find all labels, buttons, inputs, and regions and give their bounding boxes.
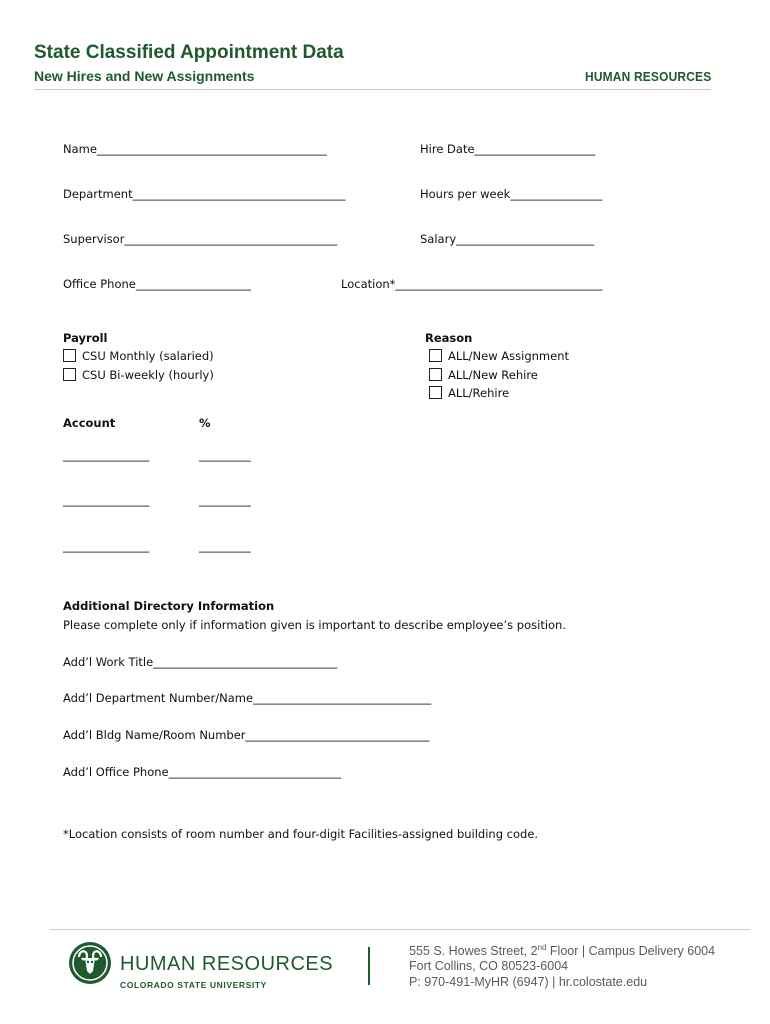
addl-bldg-room-field[interactable]: Add’l Bldg Name/Room Number________________________________ — [63, 728, 430, 742]
percent-input[interactable]: _________ — [199, 493, 251, 507]
footer-contact-line[interactable]: P: 970-491-MyHR (6947) | hr.colostate.edu — [409, 975, 648, 989]
percent-input[interactable]: _________ — [199, 448, 251, 462]
checkbox[interactable] — [429, 386, 442, 399]
footer-logo-subtitle: COLORADO STATE UNIVERSITY — [120, 980, 267, 990]
payroll-option-biweekly[interactable] — [63, 368, 214, 382]
footer-address-line1: 555 S. Howes Street, 2nd Floor | Campus Delivery 6004 — [409, 943, 716, 959]
page-subtitle: New Hires and New Assignments — [34, 68, 255, 84]
reason-option-new-assignment[interactable] — [429, 349, 569, 363]
reason-heading: Reason — [425, 331, 473, 345]
account-heading: Account — [63, 416, 116, 430]
account-input[interactable]: _______________ — [63, 539, 150, 553]
supervisor-field[interactable]: Supervisor_____________________________________ — [63, 232, 338, 246]
reason-option-new-rehire[interactable] — [429, 368, 538, 382]
header-divider — [34, 89, 711, 90]
percent-heading: % — [199, 416, 211, 430]
department-field[interactable]: Department_____________________________________ — [63, 187, 346, 201]
location-field[interactable]: Location*____________________________________ — [341, 277, 603, 291]
checkbox[interactable] — [63, 349, 76, 362]
payroll-option-monthly[interactable] — [63, 349, 214, 363]
reason-option-rehire[interactable] — [429, 386, 509, 400]
location-footnote: *Location consists of room number and four-digit Facilities-assigned building code. — [63, 827, 539, 841]
hire-date-field[interactable]: Hire Date_____________________ — [420, 142, 596, 156]
account-input[interactable]: _______________ — [63, 448, 150, 462]
header-department-label: HUMAN RESOURCES — [585, 69, 712, 84]
footer-address-line2: Fort Collins, CO 80523-6004 — [409, 959, 569, 973]
footer-separator — [368, 947, 370, 985]
payroll-heading: Payroll — [63, 331, 108, 345]
checkbox[interactable] — [63, 368, 76, 381]
directory-heading: Additional Directory Information — [63, 599, 275, 613]
addl-department-field[interactable]: Add’l Department Number/Name_______________________________ — [63, 691, 432, 705]
page-title: State Classified Appointment Data — [34, 42, 344, 63]
salary-field[interactable]: Salary________________________ — [420, 232, 595, 246]
checkbox[interactable] — [429, 349, 442, 362]
hours-per-week-field[interactable]: Hours per week________________ — [420, 187, 603, 201]
footer-logo-title: HUMAN RESOURCES — [120, 953, 334, 975]
footer-divider — [50, 929, 750, 930]
payroll-option-label: CSU Monthly (salaried) — [82, 349, 214, 363]
checkbox[interactable] — [429, 368, 442, 381]
reason-option-label: ALL/New Assignment — [448, 349, 570, 363]
reason-option-label: ALL/Rehire — [448, 386, 510, 400]
csu-ram-logo-icon — [68, 941, 112, 985]
percent-input[interactable]: _________ — [199, 539, 251, 553]
payroll-option-label: CSU Bi-weekly (hourly) — [82, 368, 214, 382]
reason-option-label: ALL/New Rehire — [448, 368, 538, 382]
addl-work-title-field[interactable]: Add’l Work Title________________________________ — [63, 655, 338, 669]
addl-office-phone-field[interactable]: Add’l Office Phone______________________________ — [63, 765, 342, 779]
name-field[interactable]: Name________________________________________ — [63, 142, 327, 156]
account-input[interactable]: _______________ — [63, 493, 150, 507]
office-phone-field[interactable]: Office Phone____________________ — [63, 277, 251, 291]
directory-instructions: Please complete only if information given is important to describe employee’s position. — [63, 618, 567, 632]
